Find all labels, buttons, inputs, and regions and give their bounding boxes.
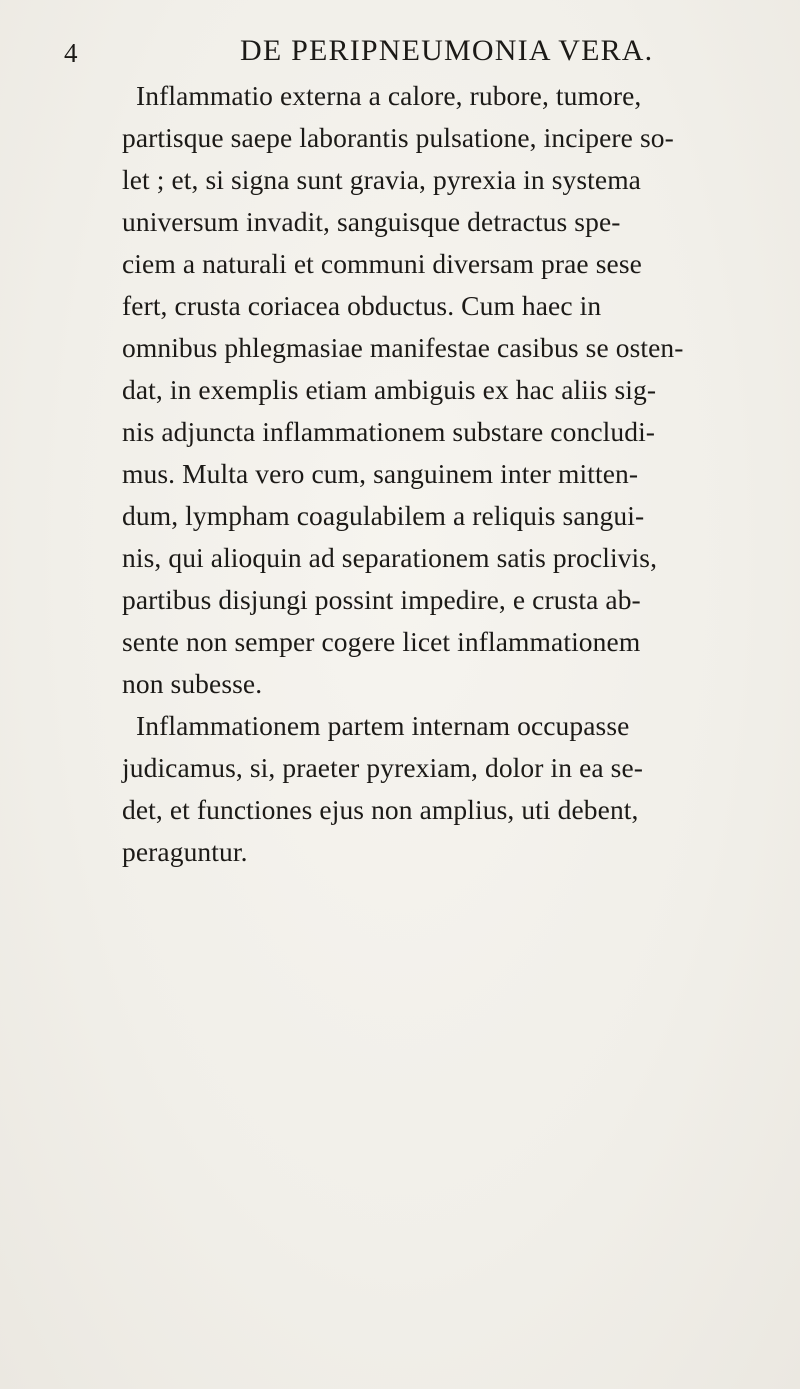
text-line: det, et functiones ejus non amplius, uti debent, (122, 794, 639, 825)
text-line: nis, qui alioquin ad separationem satis proclivis, (122, 542, 658, 573)
text-line: let ; et, si signa sunt gravia, pyrexia in systema (122, 164, 641, 195)
text-line: peraguntur. (122, 836, 248, 867)
text-line: ciem a naturali et communi diversam prae sese (122, 248, 642, 279)
text-line: Inflammatio externa a calore, rubore, tumore, (136, 80, 642, 111)
text-line: Inflammationem partem internam occupasse (136, 710, 630, 741)
text-line: judicamus, si, praeter pyrexiam, dolor in ea se- (122, 752, 644, 783)
text-line: dat, in exemplis etiam ambiguis ex hac aliis sig- (122, 374, 657, 405)
text-line: dum, lympham coagulabilem a reliquis sangui- (122, 500, 645, 531)
text-line: omnibus phlegmasiae manifestae casibus se osten- (122, 332, 684, 363)
text-line: nis adjuncta inflammationem substare concludi- (122, 416, 656, 447)
text-line: mus. Multa vero cum, sanguinem inter mitten- (122, 458, 639, 489)
text-line: non subesse. (122, 668, 263, 699)
text-line: universum invadit, sanguisque detractus spe- (122, 206, 621, 237)
text-line: partibus disjungi possint impedire, e crusta ab- (122, 584, 641, 615)
text-line: partisque saepe laborantis pulsatione, incipere so- (122, 122, 674, 153)
running-head: DE PERIPNEUMONIA VERA. (240, 34, 654, 67)
text-line: sente non semper cogere licet inflammationem (122, 626, 641, 657)
page-number: 4 (64, 38, 78, 68)
text-line: fert, crusta coriacea obductus. Cum haec in (122, 290, 602, 321)
